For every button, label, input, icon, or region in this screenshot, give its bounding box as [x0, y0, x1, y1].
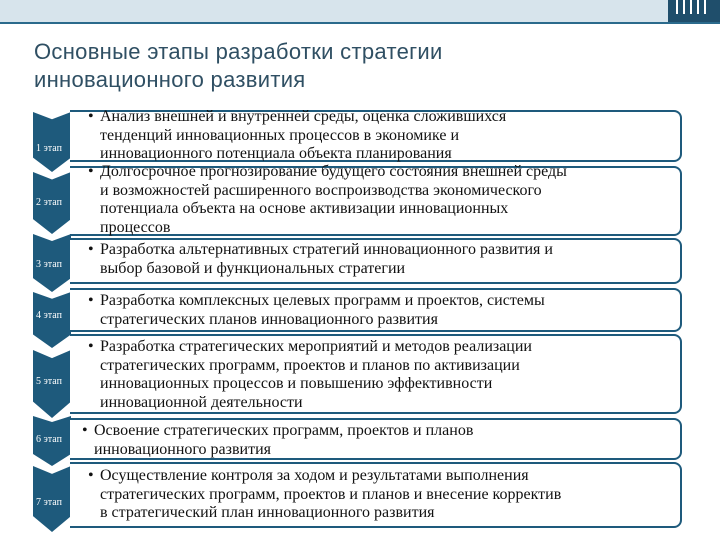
top-decorative-bar [0, 0, 720, 26]
top-bar-line [0, 22, 720, 24]
bullet-icon: • [88, 163, 94, 180]
stage-7-text: • Осуществление контроля за ходом и результатами выполнения стратегических программ, проектов и планов и внесение корректив в стратегический план инновационного развития [88, 467, 562, 521]
slide-title [34, 38, 674, 94]
stage-5-text: • Разработка стратегических мероприятий и методов реализации стратегических программ, проектов и планов по активизации инновационных процессов и повышению эффективности инновационной деятельности [88, 338, 532, 411]
stage-6-text: • Освоение стратегических программ, проектов и планов инновационного развития [82, 422, 474, 458]
stage-1-text: • Анализ внешней и внутренней среды, оценка сложившихся тенденций инновационных процессов в экономике и инновационного потенциала объекта планирования [88, 108, 507, 162]
stage-7-label: 7 этап [36, 497, 62, 508]
bullet-icon: • [88, 467, 94, 484]
bullet-icon: • [88, 241, 94, 258]
bullet-icon: • [82, 422, 88, 439]
stage-4-text: • Разработка комплексных целевых программ и проектов, системы стратегических планов инновационного развития [88, 292, 545, 328]
stage-6-label: 6 этап [36, 434, 62, 445]
stage-2-text: • Долгосрочное прогнозирование будущего состояния внешней среды и возможностей расширенного воспроизводства экономического потенциала объекта на основе активизации инновационных процессов [88, 163, 567, 236]
stage-3-text: • Разработка альтернативных стратегий инновационного развития и выбор базовой и функциональных стратегии [88, 241, 553, 277]
stage-5-label: 5 этап [36, 376, 62, 387]
bullet-icon: • [88, 292, 94, 309]
top-bar-light [0, 0, 700, 24]
stage-3-label: 3 этап [36, 259, 62, 270]
bullet-icon: • [88, 108, 94, 125]
title-line-2: инновационного развития [34, 67, 306, 92]
bullet-icon: • [88, 338, 94, 355]
title-line-1: Основные этапы разработки стратегии [34, 39, 443, 64]
stage-2-label: 2 этап [36, 197, 62, 208]
stage-1-label: 1 этап [36, 143, 62, 154]
top-bar-ticks [676, 0, 712, 14]
stage-1-chevron [33, 112, 71, 172]
stage-4-label: 4 этап [36, 310, 62, 321]
